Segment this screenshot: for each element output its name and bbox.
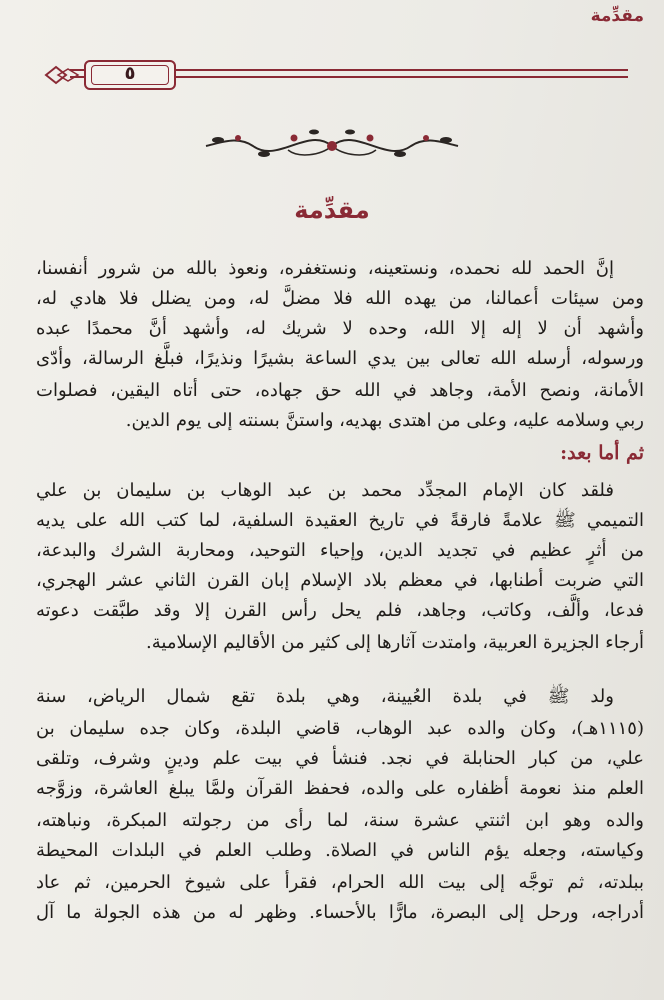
page-number: ٥ (124, 63, 136, 84)
text-line: التميمي ﷺ علامةً فارقةً في تاريخ العقيدة السلفية، لما كتب الله على يديه (36, 510, 644, 531)
running-head-title: مقدِّمة (590, 6, 644, 26)
text-line: والده وهو ابن اثنتي عشرة سنة، لما رأى من رجولته المبكرة، ونباهته، (36, 810, 644, 831)
text-line: التي ضربت أطنابها، في معظم بلاد الإسلام إبان القرن الثاني عشر الهجري، (36, 570, 644, 591)
text-line: إنَّ الحمد لله نحمده، ونستعينه، ونستغفره، ونعوذ بالله من شرور أنفسنا، (36, 258, 614, 279)
text-line: الأمانة، ونصح الأمة، وجاهد في الله حق جهاده، حتى أتاه اليقين، فصلوات (36, 380, 644, 401)
text-line: من أثرٍ عظيم في تجديد الدين، وإحياء التوحيد، ومحاربة الشرك والبدعة، (36, 540, 644, 561)
text-line: ربي وسلامه عليه، وعلى من اهتدى بهديه، واستنَّ بسنته إلى يوم الدين. (125, 410, 644, 431)
text-line: العلم منذ نعومة أظفاره على والده، فحفظ القرآن ولمَّا يبلغ العاشرة، وزوَّجه (36, 778, 644, 799)
text-line: (١١١٥هـ)، وكان والده عبد الوهاب، قاضي البلدة، وكان جده سليمان بن (36, 718, 644, 739)
text-line: ببلدته، ثم توجَّه إلى بيت الله الحرام، فقرأ على شيوخ الحرمين، ثم عاد (36, 872, 644, 893)
text-line: أرجاء الجزيرة العربية، وامتدت آثارها إلى كثير من الأقاليم الإسلامية. (146, 632, 644, 653)
text-line: ورسوله، أرسله الله تعالى بين يدي الساعة بشيرًا ونذيرًا، فبلَّغ الرسالة، وأدّى (36, 348, 644, 369)
section-subheading: ثم أما بعد: (560, 442, 644, 464)
text-line: أدراجه، ورحل إلى البصرة، مارًّا بالأحساء. وظهر له من هذه الجولة ما آل (36, 902, 644, 923)
text-line: فدعا، وألَّف، وكاتب، وجاهد، فلم يحل رأس القرن إلا وقد طبَّقت دعوته (36, 600, 644, 621)
text-line: علي، من كبار الحنابلة في نجد. فنشأ في بيت علم ودينٍ وشرف، وتلقى (36, 748, 644, 769)
chapter-title: مقدِّمة (294, 196, 370, 224)
text-line: ومن سيئات أعمالنا، من يهده الله فلا مضلَّ له، ومن يضلل فلا هادي له، (36, 288, 644, 309)
text-line: ولد ﷺ في بلدة العُيينة، وهي بلدة تقع شمال الرياض، سنة (36, 686, 614, 707)
text-line: فلقد كان الإمام المجدِّد محمد بن عبد الوهاب بن سليمان بن علي (36, 480, 614, 501)
text-line: وأشهد أن لا إله إلا الله، وحده لا شريك له، وأشهد أنَّ محمدًا عبده (36, 318, 644, 339)
text-line: وكياسته، وجعله يؤم الناس في الصلاة. وطلب العلم في البلدات المحيطة (36, 840, 644, 861)
